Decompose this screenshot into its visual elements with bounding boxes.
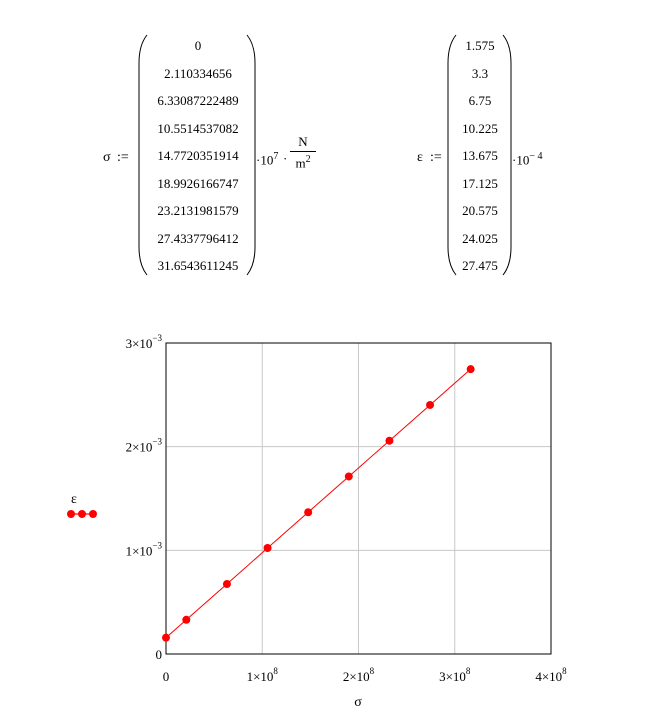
x-axis-label: σ [354, 695, 362, 710]
data-point [162, 634, 170, 642]
epsilon-value: 20.575 [462, 203, 498, 218]
y-tick-label: $2\times 10^{-3}$ [125, 436, 162, 455]
sigma-value: 10.5514537082 [157, 120, 239, 136]
epsilon-value: 24.025 [462, 230, 498, 246]
data-point [182, 616, 190, 624]
data-point [467, 365, 475, 373]
sigma-factor-exponent: 7 [273, 151, 279, 162]
y-tick-labels [126, 333, 163, 662]
sigma-unit-den-base: m [295, 155, 306, 171]
data-point [304, 508, 312, 516]
x-tick-label: $1\times 10^8$ [246, 666, 278, 684]
legend-marker [78, 510, 86, 518]
epsilon-factor-exponent: − 4 [529, 151, 543, 162]
sigma-factor-base: ·10 [256, 152, 274, 168]
sigma-symbol: σ [103, 150, 111, 165]
sigma-unit-den-exponent: 2 [305, 154, 311, 165]
sigma-value: 6.33087222489 [157, 93, 239, 108]
sigma-value: 0 [194, 38, 202, 53]
data-point [345, 472, 353, 480]
sigma-value: 23.2131981579 [157, 203, 239, 218]
sigma-value: 31.6543611245 [157, 258, 239, 273]
x-tick-label: $4\times 10^8$ [535, 666, 567, 684]
epsilon-factor-base: ·10 [512, 152, 530, 168]
epsilon-value: 3.3 [471, 65, 489, 81]
x-tick-labels [163, 666, 567, 684]
sigma-unit-numerator: N [298, 134, 308, 149]
epsilon-value: 1.575 [465, 38, 495, 53]
sigma-value: 18.9926166747 [157, 175, 239, 191]
legend-marker [89, 510, 97, 518]
data-point [223, 580, 231, 588]
x-tick-label: $2\times 10^8$ [342, 666, 375, 684]
chart-grid [166, 343, 551, 654]
series-line [166, 369, 471, 637]
x-tick-label: 0 [162, 669, 170, 684]
data-point [385, 437, 393, 445]
y-tick-label: $1\times 10^{-3}$ [125, 540, 162, 559]
legend-label: ε [71, 492, 77, 507]
sigma-unit-dot: · [283, 151, 288, 166]
legend-marker [67, 510, 75, 518]
sigma-value: 27.4337796412 [157, 230, 239, 246]
epsilon-value: 6.75 [468, 93, 492, 108]
epsilon-value: 27.475 [462, 258, 498, 273]
data-point [264, 544, 272, 552]
epsilon-assign-operator: := [430, 150, 442, 165]
chart-series [162, 365, 475, 641]
epsilon-value: 10.225 [462, 120, 498, 136]
epsilon-value: 17.125 [462, 175, 498, 191]
y-tick-label: 0 [155, 647, 162, 662]
data-point [426, 401, 434, 409]
epsilon-symbol: ε [417, 150, 423, 165]
y-tick-label: $3\times 10^{-3}$ [125, 333, 162, 351]
sigma-assign-operator: := [117, 150, 129, 165]
x-tick-label: $3\times 10^8$ [439, 666, 471, 684]
sigma-value: 14.7720351914 [157, 148, 239, 163]
sigma-value: 2.110334656 [164, 65, 232, 81]
epsilon-value: 13.675 [462, 148, 498, 163]
